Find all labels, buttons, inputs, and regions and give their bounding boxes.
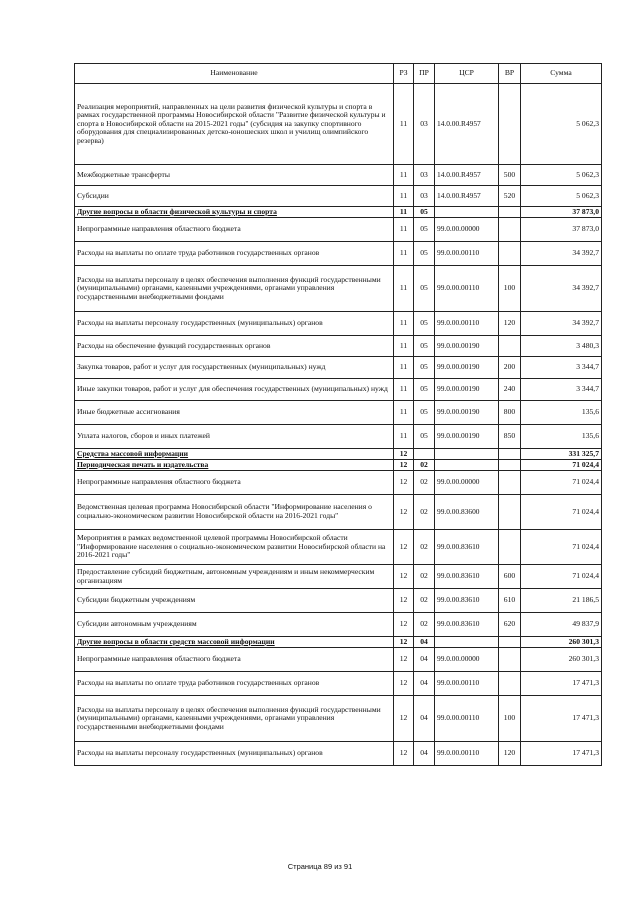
row-vr: 610: [499, 589, 521, 613]
table-row: [75, 742, 602, 766]
row-pr: 05: [414, 266, 435, 312]
row-sum: 260 301,3: [521, 637, 602, 648]
row-sum: 3 344,7: [521, 357, 602, 379]
row-name: Расходы на выплаты персоналу в целях обеспечения выполнения функций государственными (муниципальными) органами, казенными учреждениями, органами управления государственными внебюджетными фондами: [75, 266, 394, 312]
row-rz: 11: [394, 379, 414, 401]
row-rz: 11: [394, 357, 414, 379]
row-vr: [499, 460, 521, 471]
row-pr: 02: [414, 471, 435, 495]
row-sum: 71 024,4: [521, 460, 602, 471]
row-pr: 02: [414, 495, 435, 530]
row-name: Расходы на выплаты персоналу государственных (муниципальных) органов: [75, 742, 394, 766]
row-csr: 99.0.00.00190: [435, 425, 499, 449]
row-csr: [435, 637, 499, 648]
table-row: [75, 530, 602, 565]
row-sum: 3 480,3: [521, 336, 602, 357]
row-name: Иные закупки товаров, работ и услуг для обеспечения государственных (муниципальных) нужд: [75, 379, 394, 401]
row-pr: 04: [414, 648, 435, 672]
row-name: Субсидии бюджетным учреждениям: [75, 589, 394, 613]
row-vr: 200: [499, 357, 521, 379]
row-name: Непрограммные направления областного бюджета: [75, 648, 394, 672]
row-vr: 500: [499, 165, 521, 186]
row-rz: 12: [394, 672, 414, 696]
row-vr: [499, 471, 521, 495]
row-sum: 5 062,3: [521, 84, 602, 165]
row-pr: 04: [414, 742, 435, 766]
col-header-name: Наименование: [75, 64, 394, 84]
row-rz: 11: [394, 186, 414, 207]
row-csr: 14.0.00.R4957: [435, 165, 499, 186]
row-vr: [499, 530, 521, 565]
col-header-rz: РЗ: [394, 64, 414, 84]
row-vr: 100: [499, 696, 521, 742]
table-row: [75, 84, 602, 165]
row-vr: [499, 336, 521, 357]
row-rz: 11: [394, 336, 414, 357]
row-rz: 11: [394, 165, 414, 186]
row-csr: 14.0.00.R4957: [435, 84, 499, 165]
row-rz: 12: [394, 637, 414, 648]
row-name: Непрограммные направления областного бюджета: [75, 471, 394, 495]
row-pr: 03: [414, 186, 435, 207]
row-csr: 99.0.00.00110: [435, 266, 499, 312]
row-rz: 11: [394, 242, 414, 266]
row-pr: 03: [414, 84, 435, 165]
budget-table: [74, 63, 602, 766]
row-rz: 11: [394, 207, 414, 218]
table-row: [75, 312, 602, 336]
row-sum: 331 325,7: [521, 449, 602, 460]
row-name: Ведомственная целевая программа Новосибирской области "Информирование населения о социально-экономическом развитии Новосибирской области на 2016-2021 годы": [75, 495, 394, 530]
table-row: [75, 648, 602, 672]
row-pr: 04: [414, 696, 435, 742]
row-rz: 11: [394, 266, 414, 312]
row-name: Расходы на выплаты по оплате труда работников государственных органов: [75, 242, 394, 266]
section-row: [75, 460, 602, 471]
row-pr: 02: [414, 460, 435, 471]
table-row: [75, 696, 602, 742]
row-sum: 135,6: [521, 401, 602, 425]
row-csr: 99.0.00.83610: [435, 530, 499, 565]
row-name: Иные бюджетные ассигнования: [75, 401, 394, 425]
row-name: Другие вопросы в области средств массовой информации: [75, 637, 394, 648]
row-vr: 120: [499, 742, 521, 766]
row-pr: 03: [414, 165, 435, 186]
row-pr: 02: [414, 530, 435, 565]
row-pr: 05: [414, 379, 435, 401]
row-name: Уплата налогов, сборов и иных платежей: [75, 425, 394, 449]
row-name: Другие вопросы в области физической культуры и спорта: [75, 207, 394, 218]
row-rz: 11: [394, 401, 414, 425]
row-csr: 99.0.00.00190: [435, 401, 499, 425]
row-sum: 5 062,3: [521, 186, 602, 207]
header-row: [75, 64, 602, 84]
table-row: [75, 266, 602, 312]
row-rz: 12: [394, 495, 414, 530]
page-number: Страница 89 из 91: [287, 862, 353, 871]
row-csr: 99.0.00.83600: [435, 495, 499, 530]
table-row: [75, 425, 602, 449]
row-name: Реализация мероприятий, направленных на цели развития физической культуры и спорта в рамках государственной программы Новосибирской области "Развитие физической культуры и спорта в Новосибирской области на 2015-2021 годы" (субсидия на закупку спортивного оборудования для специализированных детско-юношеских школ и училищ олимпийского резерва): [75, 84, 394, 165]
row-name: Расходы на выплаты по оплате труда работников государственных органов: [75, 672, 394, 696]
table-row: [75, 401, 602, 425]
row-vr: 520: [499, 186, 521, 207]
row-rz: 11: [394, 218, 414, 242]
row-rz: 12: [394, 613, 414, 637]
row-csr: 99.0.00.00110: [435, 672, 499, 696]
row-vr: [499, 637, 521, 648]
row-name: Расходы на выплаты персоналу в целях обеспечения выполнения функций государственными (муниципальными) органами, казенными учреждениями, органами управления государственными внебюджетными фондами: [75, 696, 394, 742]
row-csr: 99.0.00.00190: [435, 336, 499, 357]
row-name: Предоставление субсидий бюджетным, автономным учреждениям и иным некоммерческим организациям: [75, 565, 394, 589]
row-rz: 11: [394, 425, 414, 449]
row-csr: 99.0.00.00110: [435, 312, 499, 336]
table-row: [75, 242, 602, 266]
table-row: [75, 565, 602, 589]
row-name: Межбюджетные трансферты: [75, 165, 394, 186]
row-rz: 11: [394, 312, 414, 336]
row-vr: [499, 218, 521, 242]
row-vr: 120: [499, 312, 521, 336]
row-rz: 12: [394, 449, 414, 460]
row-sum: 37 873,0: [521, 207, 602, 218]
row-name: Расходы на выплаты персоналу государственных (муниципальных) органов: [75, 312, 394, 336]
row-sum: 71 024,4: [521, 495, 602, 530]
row-csr: 99.0.00.00110: [435, 242, 499, 266]
col-header-sum: Сумма: [521, 64, 602, 84]
row-sum: 3 344,7: [521, 379, 602, 401]
table-row: [75, 165, 602, 186]
row-csr: [435, 449, 499, 460]
row-csr: 99.0.00.00110: [435, 696, 499, 742]
row-csr: [435, 207, 499, 218]
row-sum: 37 873,0: [521, 218, 602, 242]
row-rz: 12: [394, 742, 414, 766]
row-pr: 05: [414, 401, 435, 425]
row-pr: 05: [414, 207, 435, 218]
row-sum: 34 392,7: [521, 242, 602, 266]
row-csr: 99.0.00.83610: [435, 613, 499, 637]
row-pr: 05: [414, 357, 435, 379]
table-row: [75, 589, 602, 613]
row-csr: 99.0.00.00190: [435, 379, 499, 401]
section-row: [75, 207, 602, 218]
row-name: Субсидии: [75, 186, 394, 207]
row-pr: 05: [414, 242, 435, 266]
table-row: [75, 186, 602, 207]
row-sum: 17 471,3: [521, 696, 602, 742]
row-vr: [499, 495, 521, 530]
row-csr: 99.0.00.83610: [435, 565, 499, 589]
row-name: Средства массовой информации: [75, 449, 394, 460]
row-csr: 99.0.00.83610: [435, 589, 499, 613]
table-row: [75, 379, 602, 401]
row-vr: [499, 672, 521, 696]
row-name: Периодическая печать и издательства: [75, 460, 394, 471]
row-sum: 49 837,9: [521, 613, 602, 637]
row-vr: 100: [499, 266, 521, 312]
row-rz: 12: [394, 471, 414, 495]
row-vr: [499, 207, 521, 218]
row-sum: 71 024,4: [521, 565, 602, 589]
row-sum: 260 301,3: [521, 648, 602, 672]
row-name: Закупка товаров, работ и услуг для государственных (муниципальных) нужд: [75, 357, 394, 379]
row-rz: 11: [394, 84, 414, 165]
row-pr: [414, 449, 435, 460]
row-pr: 02: [414, 589, 435, 613]
row-vr: 850: [499, 425, 521, 449]
row-pr: 05: [414, 218, 435, 242]
table-row: [75, 672, 602, 696]
row-pr: 04: [414, 637, 435, 648]
row-csr: 99.0.00.00110: [435, 742, 499, 766]
row-vr: 800: [499, 401, 521, 425]
row-name: Непрограммные направления областного бюджета: [75, 218, 394, 242]
col-header-csr: ЦСР: [435, 64, 499, 84]
row-csr: [435, 460, 499, 471]
row-vr: 620: [499, 613, 521, 637]
row-vr: [499, 648, 521, 672]
row-vr: 240: [499, 379, 521, 401]
col-header-pr: ПР: [414, 64, 435, 84]
table-row: [75, 357, 602, 379]
row-rz: 12: [394, 648, 414, 672]
row-pr: 05: [414, 336, 435, 357]
table-row: [75, 336, 602, 357]
row-vr: [499, 84, 521, 165]
table-row: [75, 613, 602, 637]
col-header-vr: ВР: [499, 64, 521, 84]
row-csr: 99.0.00.00000: [435, 218, 499, 242]
row-sum: 17 471,3: [521, 742, 602, 766]
section-row: [75, 449, 602, 460]
section-row: [75, 637, 602, 648]
row-name: Субсидии автономным учреждениям: [75, 613, 394, 637]
row-name: Расходы на обеспечение функций государственных органов: [75, 336, 394, 357]
row-pr: 05: [414, 425, 435, 449]
row-sum: 71 024,4: [521, 471, 602, 495]
row-sum: 5 062,3: [521, 165, 602, 186]
row-rz: 12: [394, 696, 414, 742]
row-vr: [499, 449, 521, 460]
row-sum: 135,6: [521, 425, 602, 449]
row-pr: 05: [414, 312, 435, 336]
row-vr: 600: [499, 565, 521, 589]
row-sum: 21 186,5: [521, 589, 602, 613]
row-csr: 99.0.00.00000: [435, 648, 499, 672]
table-row: [75, 218, 602, 242]
row-pr: 02: [414, 565, 435, 589]
row-rz: 12: [394, 589, 414, 613]
row-name: Мероприятия в рамках ведомственной целевой программы Новосибирской области "Информирование населения о социально-экономическом развитии Новосибирской области на 2016-2021 годы": [75, 530, 394, 565]
row-vr: [499, 242, 521, 266]
row-csr: 99.0.00.00000: [435, 471, 499, 495]
row-sum: 34 392,7: [521, 266, 602, 312]
row-pr: 02: [414, 613, 435, 637]
table-row: [75, 471, 602, 495]
row-pr: 04: [414, 672, 435, 696]
row-rz: 12: [394, 565, 414, 589]
row-sum: 17 471,3: [521, 672, 602, 696]
row-csr: 99.0.00.00190: [435, 357, 499, 379]
row-sum: 34 392,7: [521, 312, 602, 336]
table-row: [75, 495, 602, 530]
row-csr: 14.0.00.R4957: [435, 186, 499, 207]
row-rz: 12: [394, 460, 414, 471]
row-sum: 71 024,4: [521, 530, 602, 565]
row-rz: 12: [394, 530, 414, 565]
